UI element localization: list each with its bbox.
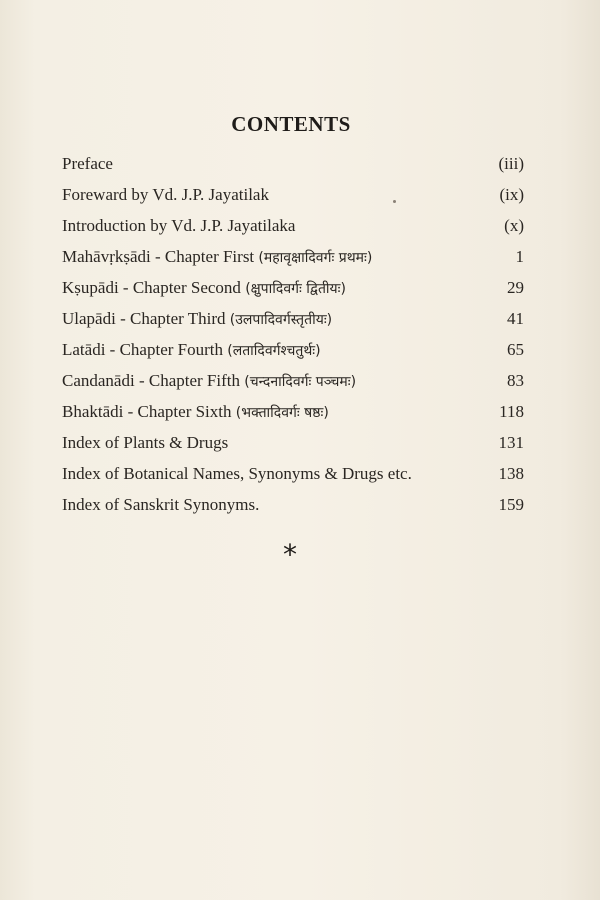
toc-entry-label: Preface bbox=[62, 154, 113, 173]
toc-entry-page: 83 bbox=[507, 371, 524, 390]
toc-entry-label: Mahāvṛkṣādi - Chapter First (महावृक्षादिवर्गः प्रथमः) bbox=[62, 247, 373, 266]
toc-entry bbox=[62, 179, 524, 210]
toc-entry-label: Bhaktādi - Chapter Sixth (भक्तादिवर्गः षष्ठः) bbox=[62, 402, 329, 421]
toc-entry-label: Introduction by Vd. J.P. Jayatilaka bbox=[62, 216, 296, 235]
toc-entry bbox=[62, 489, 524, 520]
toc-entry-label: Index of Botanical Names, Synonyms & Drugs etc. bbox=[62, 464, 412, 483]
toc-entry bbox=[62, 272, 524, 303]
toc-entry-page: 1 bbox=[515, 247, 524, 266]
toc-entry-page: 65 bbox=[507, 340, 524, 359]
toc-entry bbox=[62, 427, 524, 458]
toc-entry-page: 29 bbox=[507, 278, 524, 297]
toc-entry-page: 118 bbox=[499, 402, 524, 421]
toc-entry-page: 41 bbox=[507, 309, 524, 328]
toc-entry-label: Latādi - Chapter Fourth (लतादिवर्गश्चतुर्थः) bbox=[62, 340, 321, 359]
toc-entry bbox=[62, 241, 524, 272]
toc-entry bbox=[62, 210, 524, 241]
toc-entry-page: (iii) bbox=[498, 154, 524, 173]
toc-entry-label: Index of Sanskrit Synonyms. bbox=[62, 495, 260, 514]
toc-entry bbox=[62, 334, 524, 365]
toc-entry bbox=[62, 365, 524, 396]
toc-entry bbox=[62, 396, 524, 427]
toc-entry-label: Candanādi - Chapter Fifth (चन्दनादिवर्गः पञ्चमः) bbox=[62, 371, 357, 390]
toc-entry bbox=[62, 458, 524, 489]
asterisk-end-mark: * bbox=[283, 538, 297, 571]
toc-entry-label: Ulapādi - Chapter Third (उलपादिवर्गस्तृतीयः) bbox=[62, 309, 333, 328]
toc-entry-label: Index of Plants & Drugs bbox=[62, 433, 229, 452]
toc-entry-label: Kṣupādi - Chapter Second (क्षुपादिवर्गः द्वितीयः) bbox=[62, 278, 346, 297]
toc-entry-page: 159 bbox=[498, 495, 524, 514]
toc-entry-page: (x) bbox=[504, 216, 524, 235]
toc-entry-page: 131 bbox=[498, 433, 524, 452]
page-title: CONTENTS bbox=[231, 112, 351, 136]
toc-entry bbox=[62, 148, 524, 179]
toc-entry-page: 138 bbox=[498, 464, 524, 483]
toc-entry-label: Foreward by Vd. J.P. Jayatilak bbox=[62, 185, 269, 204]
toc-entry bbox=[62, 303, 524, 334]
toc-entry-page: (ix) bbox=[499, 185, 524, 204]
table-of-contents bbox=[62, 148, 524, 520]
